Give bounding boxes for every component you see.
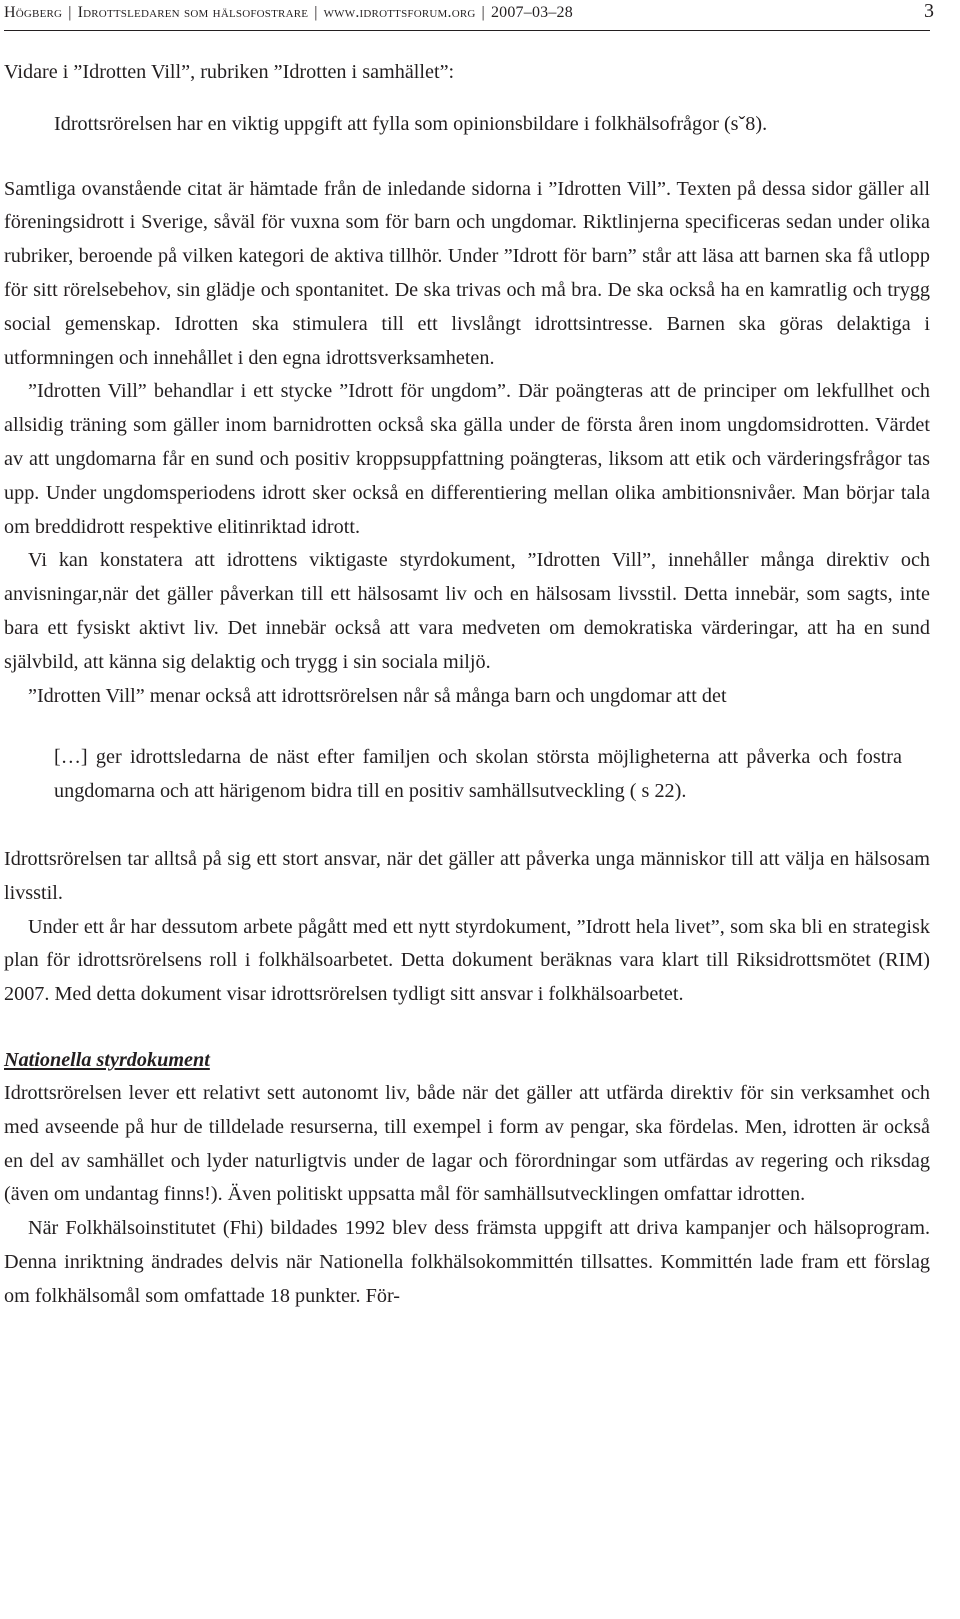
- section-heading: Nationella styrdokument: [4, 1048, 210, 1071]
- paragraph-8: När Folkhälsoinstitutet (Fhi) bildades 1992 blev dess främsta uppgift att driva kampanjer och hälsoprogram. Denna inriktning ändrades delvis när Nationella folkhälsokommittén tillsattes. Kommittén lade fram ett förslag om folkhälsomål som omfattade 18 punkter. För-: [4, 1217, 930, 1307]
- paragraph-7: Idrottsrörelsen lever ett relativt sett autonomt liv, både när det gäller att utfärda direktiv för sin verksamhet och med avseende på hur de tilldelade resurserna, till exempel i form av pengar, ska fördelas. Men, idrotten är också en del av samhället och lyder naturligtvis under de lagar och förordningar som utfärdas av regering och riksdag (även om undantag finns!). Även politiskt uppsatta mål för samhällsutvecklingen omfattar idrotten.: [4, 1081, 930, 1206]
- paragraph-3: Vi kan konstatera att idrottens viktigaste styrdokument, ”Idrotten Vill”, innehåller många direktiv och anvisningar,när det gäller påverkan till ett hälsosamt liv och en hälsosam livsstil. Detta innebär, som sagts, inte bara ett fysiskt aktivt liv. Det innebär också att vara medveten om demokratiska värderingar, att ha en sund självbild, att känna sig delaktig och trygg i sin sociala miljö.: [4, 549, 930, 673]
- body-text: [4, 56, 930, 1314]
- header-author: Högberg: [4, 4, 63, 21]
- page-number: 3: [924, 0, 934, 22]
- intro-line: Vidare i ”Idrotten Vill”, rubriken ”Idrotten i samhället”:: [4, 61, 455, 83]
- paragraph-6: Under ett år har dessutom arbete pågått med ett nytt styrdokument, ”Idrott hela livet”, som ska bli en strategisk plan för idrottsrörelsens roll i folkhälsoarbetet. Detta dokument beräknas vara klart till Riksidrottsmötet (RIM) 2007. Med detta dokument visar idrottsrörelsen tydligt sitt ansvar i folkhälsoarbetet.: [4, 915, 930, 1006]
- header-separator: |: [481, 4, 485, 21]
- paragraph-5: Idrottsrörelsen tar alltså på sig ett stort ansvar, när det gäller att påverka unga människor till att välja en hälsosam livsstil.: [4, 847, 930, 904]
- running-header: [4, 2, 930, 24]
- paragraph-4: ”Idrotten Vill” menar också att idrottsrörelsen når så många barn och ungdomar att det: [28, 684, 727, 707]
- header-title: Idrottsledaren som hälsofostrare: [77, 4, 309, 21]
- header-rule: [4, 30, 930, 31]
- block-quote-2: […] ger idrottsledarna de näst efter familjen och skolan största möjligheterna att påverka och fostra ungdomarna och att härigenom bidra till en positiv samhällsutveckling ( s 22).: [54, 746, 902, 803]
- paragraph-2: ”Idrotten Vill” behandlar i ett stycke ”Idrott för ungdom”. Där poängteras att de principer om lekfullhet och allsidig träning som gäller inom barnidrotten också ska gälla under de första åren inom ungdomsidrotten. Värdet av att ungdomarna får en sund och positiv kroppsuppfattning poängteras, liksom att etik och värderingsfrågor tas upp. Under ungdomsperiodens idrott sker också en differentiering mellan olika ambitionsnivåer. Man börjar tala om breddidrott respektive elitinriktad idrott.: [4, 380, 930, 538]
- paragraph-1: Samtliga ovanstående citat är hämtade från de inledande sidorna i ”Idrotten Vill”. Texten på dessa sidor gäller all föreningsidrott i Sverige, såväl för vuxna som för barn och ungdomar. Riktlinjerna specificeras sedan under olika rubriker, beroende på vilken kategori de aktiva tillhör. Under ”Idrott för barn” står att läsa att barnen ska få utlopp för sitt rörelsebehov, sin glädje och spontanitet. De ska trivas och må bra. De ska också ha en kamratlig och trygg social gemenskap. Idrotten ska stimulera till ett livslångt idrottsintresse. Barnen ska göras delaktiga i utformningen och innehållet i den egna idrottsverksamheten.: [4, 177, 930, 369]
- header-date: 2007–03–28: [490, 4, 573, 21]
- block-quote-1: Idrottsrörelsen har en viktig uppgift att fylla som opinionsbildare i folkhälsofrågor (sˇ8).: [54, 112, 768, 135]
- header-website: www.idrottsforum.org: [323, 4, 476, 21]
- header-separator: |: [68, 4, 72, 21]
- header-separator: |: [314, 4, 318, 21]
